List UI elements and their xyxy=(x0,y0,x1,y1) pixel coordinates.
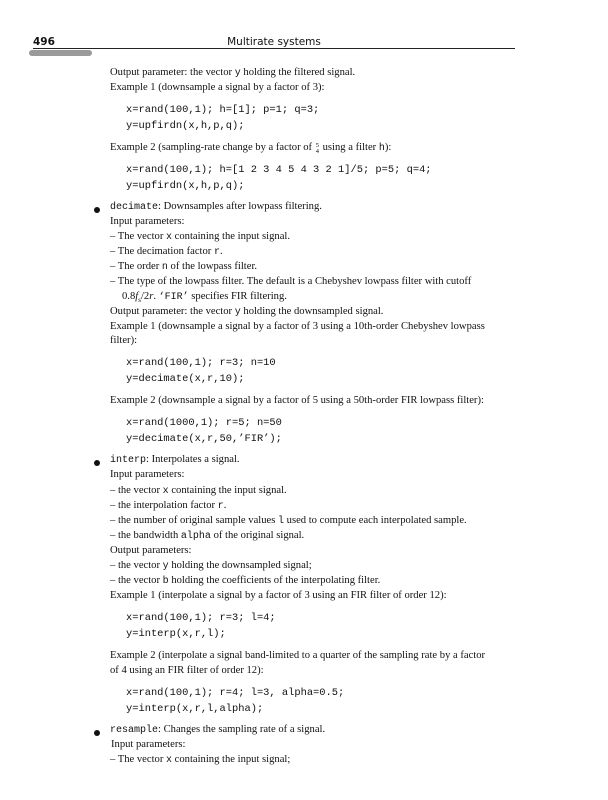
header-rule xyxy=(33,48,515,49)
interp-input-item: – the vector x containing the input signal. xyxy=(110,485,287,497)
decimate-example1-desc: Example 1 (downsample a signal by a factor of 3 using a 10th-order Chebyshev lowpass xyxy=(110,321,485,332)
decimate-example2-code-line1: x=rand(1000,1); r=5; n=50 xyxy=(126,417,282,429)
interp-example1-code-line2: y=interp(x,r,l); xyxy=(126,628,226,640)
decimate-input-item-cont: $0.8f_s/2r$. ‘FIR’ specifies FIR filtering. xyxy=(122,291,287,305)
decimate-inputs-label: Input parameters: xyxy=(110,216,185,227)
interp-input-item: – the number of original sample values l used to compute each interpolated sample. xyxy=(110,515,467,527)
upfirdn-example2-desc: Example 2 (sampling-rate change by a factor of 5 4 using a filter h): xyxy=(110,142,392,155)
upfirdn-example1-code-line1: x=rand(100,1); h=[1]; p=1; q=3; xyxy=(126,104,320,116)
interp-example2-code-line1: x=rand(100,1); r=4; l=3, alpha=0.5; xyxy=(126,687,345,699)
decimate-input-item: – The decimation factor r. xyxy=(110,246,223,258)
resample-heading: resample: Changes the sampling rate of a signal. xyxy=(110,724,326,736)
decimate-example1-code-line1: x=rand(100,1); r=3; n=10 xyxy=(126,357,276,369)
upfirdn-example2-code-line1: x=rand(100,1); h=[1 2 3 4 5 4 3 2 1]/5; p=5; q=4; xyxy=(126,164,432,176)
interp-example2-desc-cont: of 4 using an FIR filter of order 12): xyxy=(110,665,264,676)
fraction-five-fourths: 5 4 xyxy=(315,142,319,155)
decimate-input-item: – The order n of the lowpass filter. xyxy=(110,261,258,273)
decimate-input-item: – The vector x containing the input signal. xyxy=(110,231,291,243)
page-number: 496 xyxy=(33,36,55,48)
thumb-tab-bar xyxy=(29,50,92,56)
decimate-example1-code-line2: y=decimate(x,r,10); xyxy=(126,373,245,385)
upfirdn-output-line: Output parameter: the vector y holding the filtered signal. xyxy=(110,67,356,79)
decimate-input-item: – The type of the lowpass filter. The default is a Chebyshev lowpass filter with cutoff xyxy=(110,276,472,287)
decimate-example1-desc-cont: filter): xyxy=(110,335,138,346)
resample-input-item: – The vector x containing the input signal; xyxy=(110,754,291,766)
interp-output-item: – the vector y holding the downsampled signal; xyxy=(110,560,312,572)
interp-output-item: – the vector b holding the coefficients of the interpolating filter. xyxy=(110,575,381,587)
interp-example1-desc: Example 1 (interpolate a signal by a factor of 3 using an FIR filter of order 12): xyxy=(110,590,447,601)
interp-input-item: – the bandwidth alpha of the original signal. xyxy=(110,530,305,542)
interp-input-item: – the interpolation factor r. xyxy=(110,500,227,512)
upfirdn-example1-desc: Example 1 (downsample a signal by a factor of 3): xyxy=(110,82,325,93)
decimate-heading: decimate: Downsamples after lowpass filtering. xyxy=(110,201,322,213)
interp-inputs-label: Input parameters: xyxy=(110,469,185,480)
interp-heading: interp: Interpolates a signal. xyxy=(110,454,240,466)
interp-example2-desc: Example 2 (interpolate a signal band-limited to a quarter of the sampling rate by a factor xyxy=(110,650,486,661)
bullet-interp xyxy=(94,460,100,466)
bullet-decimate xyxy=(94,207,100,213)
interp-example1-code-line1: x=rand(100,1); r=3; l=4; xyxy=(126,612,276,624)
interp-example2-code-line2: y=interp(x,r,l,alpha); xyxy=(126,703,264,715)
decimate-example2-code-line2: y=decimate(x,r,50,’FIR’); xyxy=(126,433,282,445)
upfirdn-example1-code-line2: y=upfirdn(x,h,p,q); xyxy=(126,120,245,132)
decimate-example2-desc: Example 2 (downsample a signal by a factor of 5 using a 50th-order FIR lowpass filter): xyxy=(110,395,484,406)
upfirdn-example2-code-line2: y=upfirdn(x,h,p,q); xyxy=(126,180,245,192)
decimate-output-line: Output parameter: the vector y holding the downsampled signal. xyxy=(110,306,384,318)
resample-inputs-label: Input parameters: xyxy=(111,739,186,750)
interp-outputs-label: Output parameters: xyxy=(110,545,192,556)
bullet-resample xyxy=(94,730,100,736)
running-title: Multirate systems xyxy=(227,36,321,48)
